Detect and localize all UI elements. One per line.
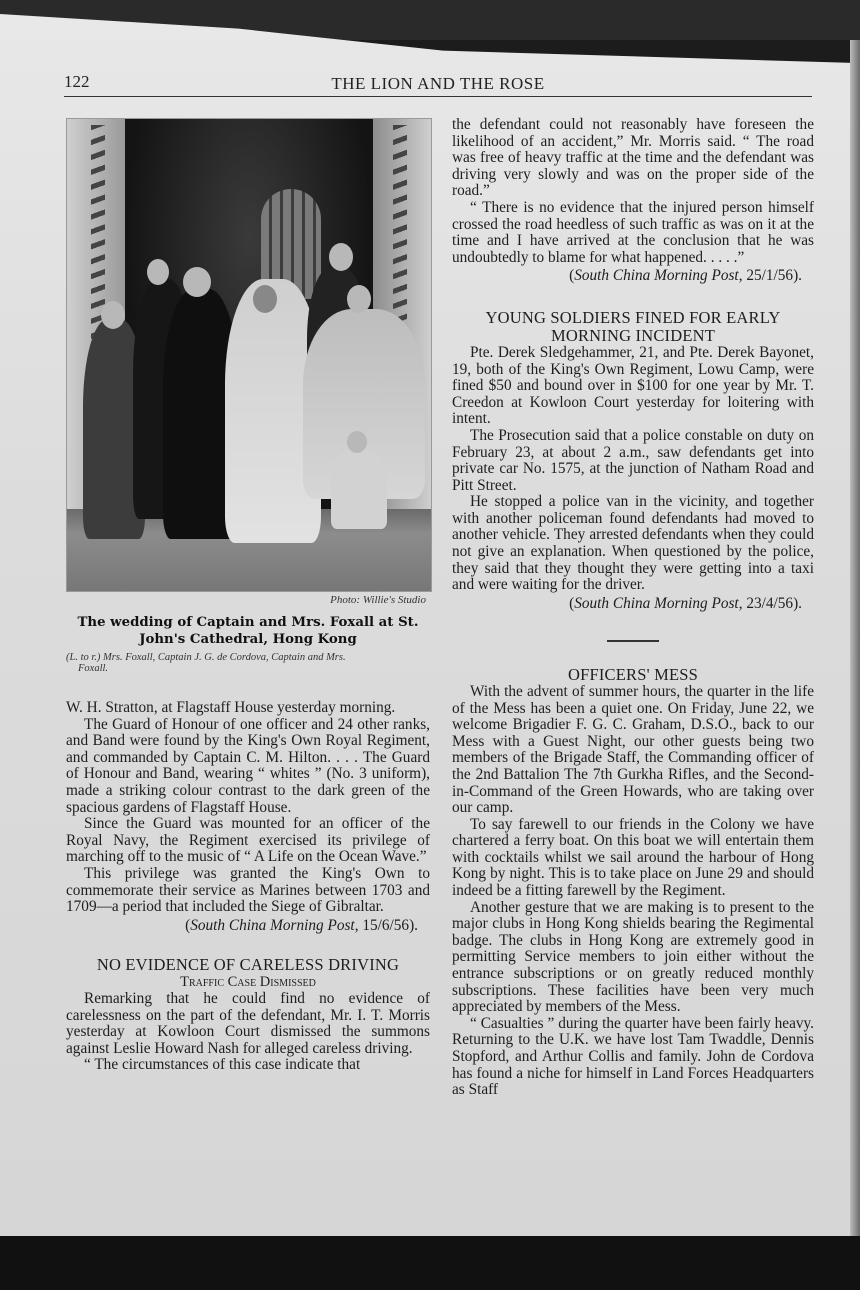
running-title: THE LION AND THE ROSE [331,74,545,93]
paragraph: W. H. Stratton, at Flagstaff House yesterday morning. [66,699,396,716]
wedding-photograph-icon [66,118,432,592]
paragraph: the defendant could not reasonably have foreseen the likelihood of an accident,” Mr. Morris said. “ The road was free of heavy traffic at the time and the defendant was driving very slowly and was on the proper side of the road.” [452,116,814,200]
caption-line-1: (L. to r.) Mrs. Foxall, Captain J. G. de Cordova, Captain and Mrs. [66,652,346,663]
source-paper: South China Morning Post [574,267,739,285]
scan-background-bottom [0,1236,860,1290]
paren: ( [569,267,575,285]
paren: ( [569,594,575,612]
paragraph: The Prosecution said that a police constable on duty on February 23, at about 2 a.m., saw defendants get into private car No. 1575, at the junction of Natham Road and Pitt Street. [452,426,814,494]
paragraph: Remarking that he could find no evidence of carelessness on the part of the defendant, Mr. I. T. Morris yesterday at Kowloon Court dismissed the summons against Leslie Howard Nash for alleged careless driving. [66,989,430,1057]
paragraph: Since the Guard was mounted for an officer of the Royal Navy, the Regiment exercised its privilege of marching off to the music of “ A Life on the Ocean Wave.” [66,815,430,866]
figure-head [347,431,367,453]
paragraph: Pte. Derek Sledgehammer, 21, and Pte. Derek Bayonet, 19, both of the King's Own Regiment, Lowu Camp, were fined $50 and bound over in $100 for one year by Mr. T. Creedon at Kowloon Court yesterday for loitering with intent. [452,343,814,428]
left-column [66,700,430,1074]
article-headline: NO EVIDENCE OF CARELESS DRIVING [96,955,400,975]
figure-head [183,267,211,297]
article-headline-line2: MORNING INCIDENT [550,325,716,345]
page-number: 122 [64,72,90,91]
photo-caption-names [66,652,432,674]
page-header [64,70,812,97]
figure-flower-girl [331,449,387,529]
caption-line-2: Foxall. [78,663,109,674]
figure-head [347,285,371,313]
section-divider [607,640,659,642]
article-subheadline: Traffic Case Dismissed [180,974,316,991]
source-citation [66,918,430,935]
photo-caption-title: The wedding of Captain and Mrs. Foxall at St. John's Cathedral, Hong Kong [77,615,419,647]
source-citation [452,268,814,285]
source-date: , 15/6/56). [354,916,418,934]
figure-head [147,259,169,285]
paragraph: With the advent of summer hours, the quarter in the life of the Mess has been a quiet one. On Friday, June 22, we welcome Brigadier F. G. C. Graham, D.S.O., back to our Mess with a Guest Night, our other guests being two members of the Brigade Staff, the Commanding officer of the 2nd Battalion The 7th Gurkha Rifles, and the Second-in-Command of the Green Howards, who are taking over our camp. [452,682,814,817]
article-headline: YOUNG SOLDIERS FINED FOR EARLY [485,307,781,327]
page-spine-edge [850,40,860,1236]
source-date: , 25/1/56). [738,267,802,285]
paragraph: The Guard of Honour of one officer and 24 other ranks, and Band were found by the King's Own Royal Regiment, and commanded by Captain C. M. Hilton. . . . The Guard of Honour and Band, wearing “ whites ” (No. 3 uniform), made a striking colour contrast to the dark green of the spacious gardens of Flagstaff House. [66,715,430,816]
source-date: , 23/4/56). [738,594,802,612]
figure-head [253,285,277,313]
right-column [452,117,814,1099]
figure-head [329,243,353,271]
paragraph: “ Casualties ” during the quarter have been fairly heavy. Returning to the U.K. we have lost Tam Twaddle, Dennis Stopford, and Arthur Collis and family. John de Cordova has found a niche for himself in Land Forces Headquarters as Staff [452,1014,814,1099]
figure-head [101,301,125,329]
source-paper: South China Morning Post [190,916,355,934]
paragraph: “ There is no evidence that the injured person himself crossed the road heedless of such traffic as was on it at the time and I have arrived at the conclusion that he was undoubtedly to blame for what happened. . . . .” [452,198,814,266]
paragraph: Another gesture that we are making is to present to the major clubs in Hong Kong shields bearing the Regimental badge. The clubs in Hong Kong are extremely good in permitting Service members to join either without the entrance subscriptions or on greatly reduced monthly subscriptions. These facilities have been very much appreciated by members of the Mess. [452,898,814,1016]
paragraph: He stopped a police van in the vicinity, and together with another policeman found defendants had moved to another vehicle. They arrested defendants when they could not give an explanation. When questioned by the police, they said that they thought they were getting into a taxi and were waiting for the driver. [452,493,814,594]
paren: ( [185,916,191,934]
source-paper: South China Morning Post [574,594,739,612]
photo-credit: Photo: Willie's Studio [330,594,426,606]
paragraph: This privilege was granted the King's Own to commemorate their service as Marines between 1703 and 1709—a period that included the Siege of Gibraltar. [66,864,430,916]
paragraph: To say farewell to our friends in the Colony we have chartered a ferry boat. On this boat we will entertain them with cocktails whilst we sail around the harbour of Hong Kong by night. This is to take place on June 29 and should indeed be a fitting farewell by the Regiment. [452,815,814,900]
source-citation [452,596,814,613]
paragraph: “ The circumstances of this case indicate that [84,1056,361,1074]
article-headline: OFFICERS' MESS [567,664,699,684]
